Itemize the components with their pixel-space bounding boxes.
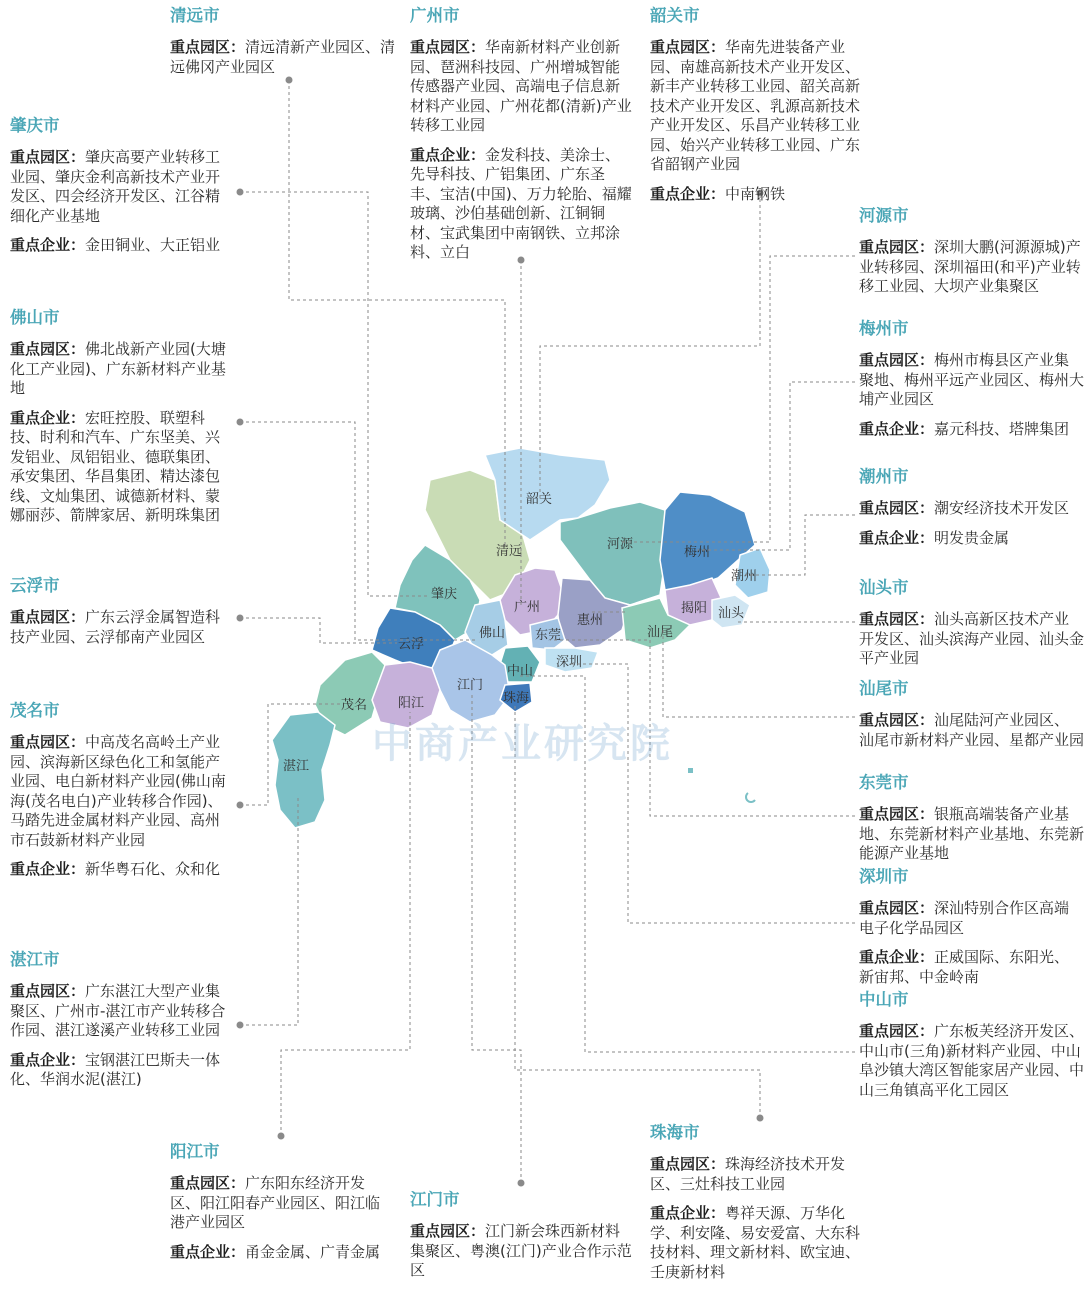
city-name: 潮州市: [859, 467, 909, 486]
parks-line: [859, 238, 1084, 297]
city-name: 阳江市: [170, 1142, 220, 1161]
map-label-shenzhen: 深圳: [556, 655, 583, 670]
map-label-heyuan: 河源: [607, 537, 634, 552]
parks-line: [10, 608, 232, 647]
parks-text: 肇庆高要产业转移工业园、肇庆金利高新技术产业开发区、四会经济开发区、江谷精细化产业基地: [10, 148, 221, 225]
parks-label: 重点园区：: [10, 148, 86, 166]
city-name: 河源市: [859, 206, 909, 225]
city-block-qingyuan: [170, 6, 400, 87]
enterprises-label: 重点企业：: [650, 1204, 726, 1222]
parks-text: 潮安经济技术开发区: [934, 499, 1070, 517]
region-islet-2: [688, 768, 693, 773]
city-name: 东莞市: [859, 773, 909, 792]
parks-line: [859, 610, 1084, 669]
enterprises-line: [650, 1204, 872, 1282]
city-name: 梅州市: [859, 319, 909, 338]
city-block-shenzhen: [859, 867, 1084, 997]
enterprises-label: 重点企业：: [10, 236, 86, 254]
parks-label: 重点园区：: [410, 38, 486, 56]
map-label-meizhou: 梅州: [684, 545, 711, 560]
parks-text: 珠海经济技术开发区、三灶科技工业园: [650, 1155, 846, 1193]
map-label-yangjiang: 阳江: [398, 696, 425, 711]
city-name: 茂名市: [10, 701, 60, 720]
parks-text: 广东湛江大型产业集聚区、广州市-湛江市产业转移合作园、湛江遂溪产业转移工业园: [10, 982, 226, 1039]
enterprises-text: 新华粤石化、众和化: [85, 860, 221, 878]
city-name: 湛江市: [10, 950, 60, 969]
city-name: 韶关市: [650, 6, 700, 25]
parks-label: 重点园区：: [650, 38, 726, 56]
map-regions: [272, 448, 770, 828]
city-block-zhaoqing: [10, 116, 232, 266]
map-label-shantou: 汕头: [718, 606, 745, 621]
city-block-shantou: [859, 578, 1084, 679]
region-islet: [746, 793, 755, 802]
city-block-shanwei: [859, 679, 1084, 760]
enterprises-text: 粤祥天源、万华化学、利安隆、易安爱富、大东科技材料、理文新材料、欧宝迪、壬庚新材料: [650, 1204, 861, 1281]
parks-text: 梅州市梅县区产业集聚地、梅州平远产业园区、梅州大埔产业园区: [859, 351, 1085, 408]
city-block-heyuan: [859, 206, 1084, 307]
map-label-zhaoqing: 肇庆: [431, 587, 458, 602]
parks-label: 重点园区：: [10, 608, 86, 626]
parks-text: 佛北战新产业园(大塘化工产业园)、广东新材料产业基地: [10, 340, 226, 397]
leader-shenzhen: [570, 664, 855, 923]
leader-heyuan: [620, 256, 855, 542]
dot-foshan: [237, 419, 244, 426]
enterprises-label: 重点企业：: [859, 948, 935, 966]
enterprises-text: 正威国际、东阳光、新宙邦、中金岭南: [859, 948, 1070, 986]
parks-text: 广东阳东经济开发区、阳江阳春产业园区、阳江临港产业园区: [170, 1174, 381, 1231]
parks-text: 深圳大鹏(河源源城)产业转移园、深圳福田(和平)产业转移工业园、大坝产业集聚区: [859, 238, 1081, 295]
enterprises-label: 重点企业：: [10, 408, 86, 427]
parks-label: 重点园区：: [410, 1222, 486, 1240]
parks-line: [859, 899, 1084, 938]
leader-zhaoqing: [240, 192, 430, 596]
parks-line: [10, 982, 232, 1041]
city-block-meizhou: [859, 319, 1084, 449]
map-label-foshan: 佛山: [479, 626, 506, 641]
parks-label: 重点园区：: [10, 982, 86, 1000]
enterprises-label: 重点企业：: [650, 184, 726, 203]
map-label-zhongshan: 中山: [507, 664, 534, 679]
parks-label: 重点园区：: [859, 499, 935, 517]
parks-text: 江门新会珠西新材料集聚区、粤澳(江门)产业合作示范区: [410, 1222, 632, 1279]
parks-label: 重点园区：: [10, 733, 86, 751]
map-label-zhuhai: 珠海: [503, 691, 530, 706]
map-label-guangzhou: 广州: [514, 600, 541, 615]
enterprises-line: [10, 1051, 232, 1090]
parks-text: 银瓶高端装备产业基地、东莞新材料产业基地、东莞新能源产业基地: [859, 805, 1085, 862]
enterprises-line: [170, 1243, 390, 1263]
parks-text: 中高茂名高岭土产业园、滨海新区绿色化工和氢能产业园、电白新材料产业园(佛山南海(茂名电白)产业转移合作园)、马踏先进金属材料产业园、高州市石鼓新材料产业园: [10, 733, 226, 849]
enterprises-label: 重点企业：: [859, 528, 935, 547]
watermark: 中商产业研究院: [372, 721, 673, 767]
enterprises-text: 宝钢湛江巴斯夫一体化、华润水泥(湛江): [10, 1050, 221, 1088]
enterprises-line: [859, 948, 1084, 987]
parks-line: [650, 1155, 872, 1194]
city-block-yangjiang: [170, 1142, 390, 1272]
leader-zhanjiang: [240, 795, 298, 1025]
map-label-qingyuan: 清远: [496, 544, 523, 559]
dot-yunfu: [237, 615, 244, 622]
city-name: 汕头市: [859, 578, 909, 597]
city-block-zhuhai: [650, 1123, 872, 1292]
city-block-yunfu: [10, 576, 232, 657]
dot-zhuhai: [757, 1115, 764, 1122]
parks-label: 重点园区：: [650, 1155, 726, 1173]
parks-label: 重点园区：: [170, 38, 246, 56]
enterprises-line: [410, 146, 632, 263]
city-block-dongguan: [859, 773, 1084, 874]
enterprises-line: [10, 860, 232, 880]
dot-zhaoqing: [237, 189, 244, 196]
parks-label: 重点园区：: [10, 340, 86, 358]
parks-text: 华南先进装备产业园、南雄高新技术产业开发区、新丰产业转移工业园、韶关高新技术产业开发区、乳源高新技术产业开发区、乐昌产业转移工业园、始兴产业转移工业园、广东省韶钢产业园: [650, 38, 861, 173]
parks-line: [859, 805, 1084, 864]
parks-label: 重点园区：: [859, 610, 935, 628]
city-name: 珠海市: [650, 1123, 700, 1142]
parks-line: [10, 148, 232, 226]
map-label-jiangmen: 江门: [457, 678, 484, 693]
parks-line: [170, 1174, 390, 1233]
parks-line: [650, 38, 872, 175]
parks-label: 重点园区：: [859, 711, 935, 729]
city-name: 佛山市: [10, 308, 60, 327]
enterprises-line: [859, 529, 1084, 549]
map-label-jieyang: 揭阳: [681, 601, 708, 616]
enterprises-text: 金发科技、美涂士、先导科技、广铝集团、广东圣丰、宝洁(中国)、万力轮胎、福耀玻璃、沙伯基础创新、江铜铜材、宝武集团中南钢铁、立邦涂料、立白: [410, 145, 632, 261]
city-name: 云浮市: [10, 576, 60, 595]
city-name: 清远市: [170, 6, 220, 25]
parks-text: 华南新材料产业创新园、琶洲科技园、广州增城智能传感器产业园、高端电子信息新材料产业园、广州花都(清新)产业转移工业园: [410, 38, 632, 134]
parks-label: 重点园区：: [859, 238, 935, 256]
map-label-shanwei: 汕尾: [647, 625, 674, 640]
parks-text: 深汕特别合作区高端电子化学品园区: [859, 899, 1070, 937]
enterprises-line: [650, 185, 872, 205]
enterprises-label: 重点企业：: [10, 1050, 86, 1069]
city-name: 肇庆市: [10, 116, 60, 135]
parks-line: [170, 38, 400, 77]
city-block-foshan: [10, 308, 232, 536]
city-name: 深圳市: [859, 867, 909, 886]
enterprises-line: [10, 409, 232, 526]
parks-line: [10, 340, 232, 399]
city-block-jiangmen: [410, 1190, 635, 1291]
parks-text: 汕头高新区技术产业开发区、汕头滨海产业园、汕头金平产业园: [859, 610, 1085, 667]
city-block-chaozhou: [859, 467, 1084, 558]
map-label-shaoguan: 韶关: [526, 492, 553, 507]
enterprises-label: 重点企业：: [410, 145, 486, 164]
parks-text: 广东云浮金属智造科技产业园、云浮郁南产业园区: [10, 608, 221, 646]
parks-text: 广东板芙经济开发区、中山市(三角)新材料产业园、中山阜沙镇大湾区智能家居产业园、中山三角镇高平化工园区: [859, 1022, 1085, 1099]
dot-jiangmen: [518, 1180, 525, 1187]
enterprises-text: 明发贵金属: [934, 528, 1010, 547]
enterprises-text: 甬金金属、广青金属: [245, 1242, 381, 1261]
enterprises-label: 重点企业：: [170, 1242, 246, 1261]
city-block-zhanjiang: [10, 950, 232, 1100]
enterprises-text: 嘉元科技、塔牌集团: [934, 419, 1070, 438]
map-label-huizhou: 惠州: [577, 613, 604, 628]
map-label-maoming: 茂名: [341, 698, 368, 713]
leader-shanwei: [663, 630, 855, 717]
dot-zhanjiang: [237, 1022, 244, 1029]
parks-text: 汕尾陆河产业园区、汕尾市新材料产业园、星都产业园: [859, 711, 1085, 749]
parks-label: 重点园区：: [859, 351, 935, 369]
parks-line: [410, 1222, 635, 1281]
map-label-yunfu: 云浮: [398, 637, 425, 652]
city-name: 中山市: [859, 990, 909, 1009]
parks-line: [859, 711, 1084, 750]
city-name: 广州市: [410, 6, 460, 25]
enterprises-label: 重点企业：: [10, 860, 86, 878]
city-block-shaoguan: [650, 6, 872, 214]
parks-label: 重点园区：: [170, 1174, 246, 1192]
enterprises-label: 重点企业：: [859, 419, 935, 438]
city-block-maoming: [10, 701, 232, 890]
parks-line: [859, 1022, 1087, 1100]
dot-maoming: [237, 802, 244, 809]
enterprises-line: [859, 420, 1084, 440]
parks-label: 重点园区：: [859, 899, 935, 917]
city-block-guangzhou: [410, 6, 632, 273]
city-name: 江门市: [410, 1190, 460, 1209]
parks-line: [859, 499, 1084, 519]
map-label-dongguan: 东莞: [535, 628, 562, 643]
enterprises-text: 中南钢铁: [725, 184, 786, 203]
parks-line: [410, 38, 632, 136]
enterprises-line: [10, 236, 232, 256]
map-label-zhanjiang: 湛江: [283, 759, 310, 774]
parks-label: 重点园区：: [859, 1022, 935, 1040]
parks-text: 清远清新产业园区、清远佛冈产业园区: [170, 38, 396, 76]
enterprises-text: 金田铜业、大正铝业: [85, 236, 221, 254]
parks-label: 重点园区：: [859, 805, 935, 823]
leader-yunfu: [240, 618, 397, 643]
enterprises-text: 宏旺控股、联塑科技、时利和汽车、广东坚美、兴发铝业、凤铝铝业、德联集团、承安集团、华昌集团、精达漆包线、文灿集团、诚德新材料、蒙娜丽莎、箭牌家居、新明珠集团: [10, 408, 221, 524]
dot-yangjiang: [278, 1133, 285, 1140]
parks-line: [10, 733, 232, 850]
parks-line: [859, 351, 1084, 410]
city-name: 汕尾市: [859, 679, 909, 698]
map-label-chaozhou: 潮州: [731, 569, 758, 584]
city-block-zhongshan: [859, 990, 1087, 1110]
